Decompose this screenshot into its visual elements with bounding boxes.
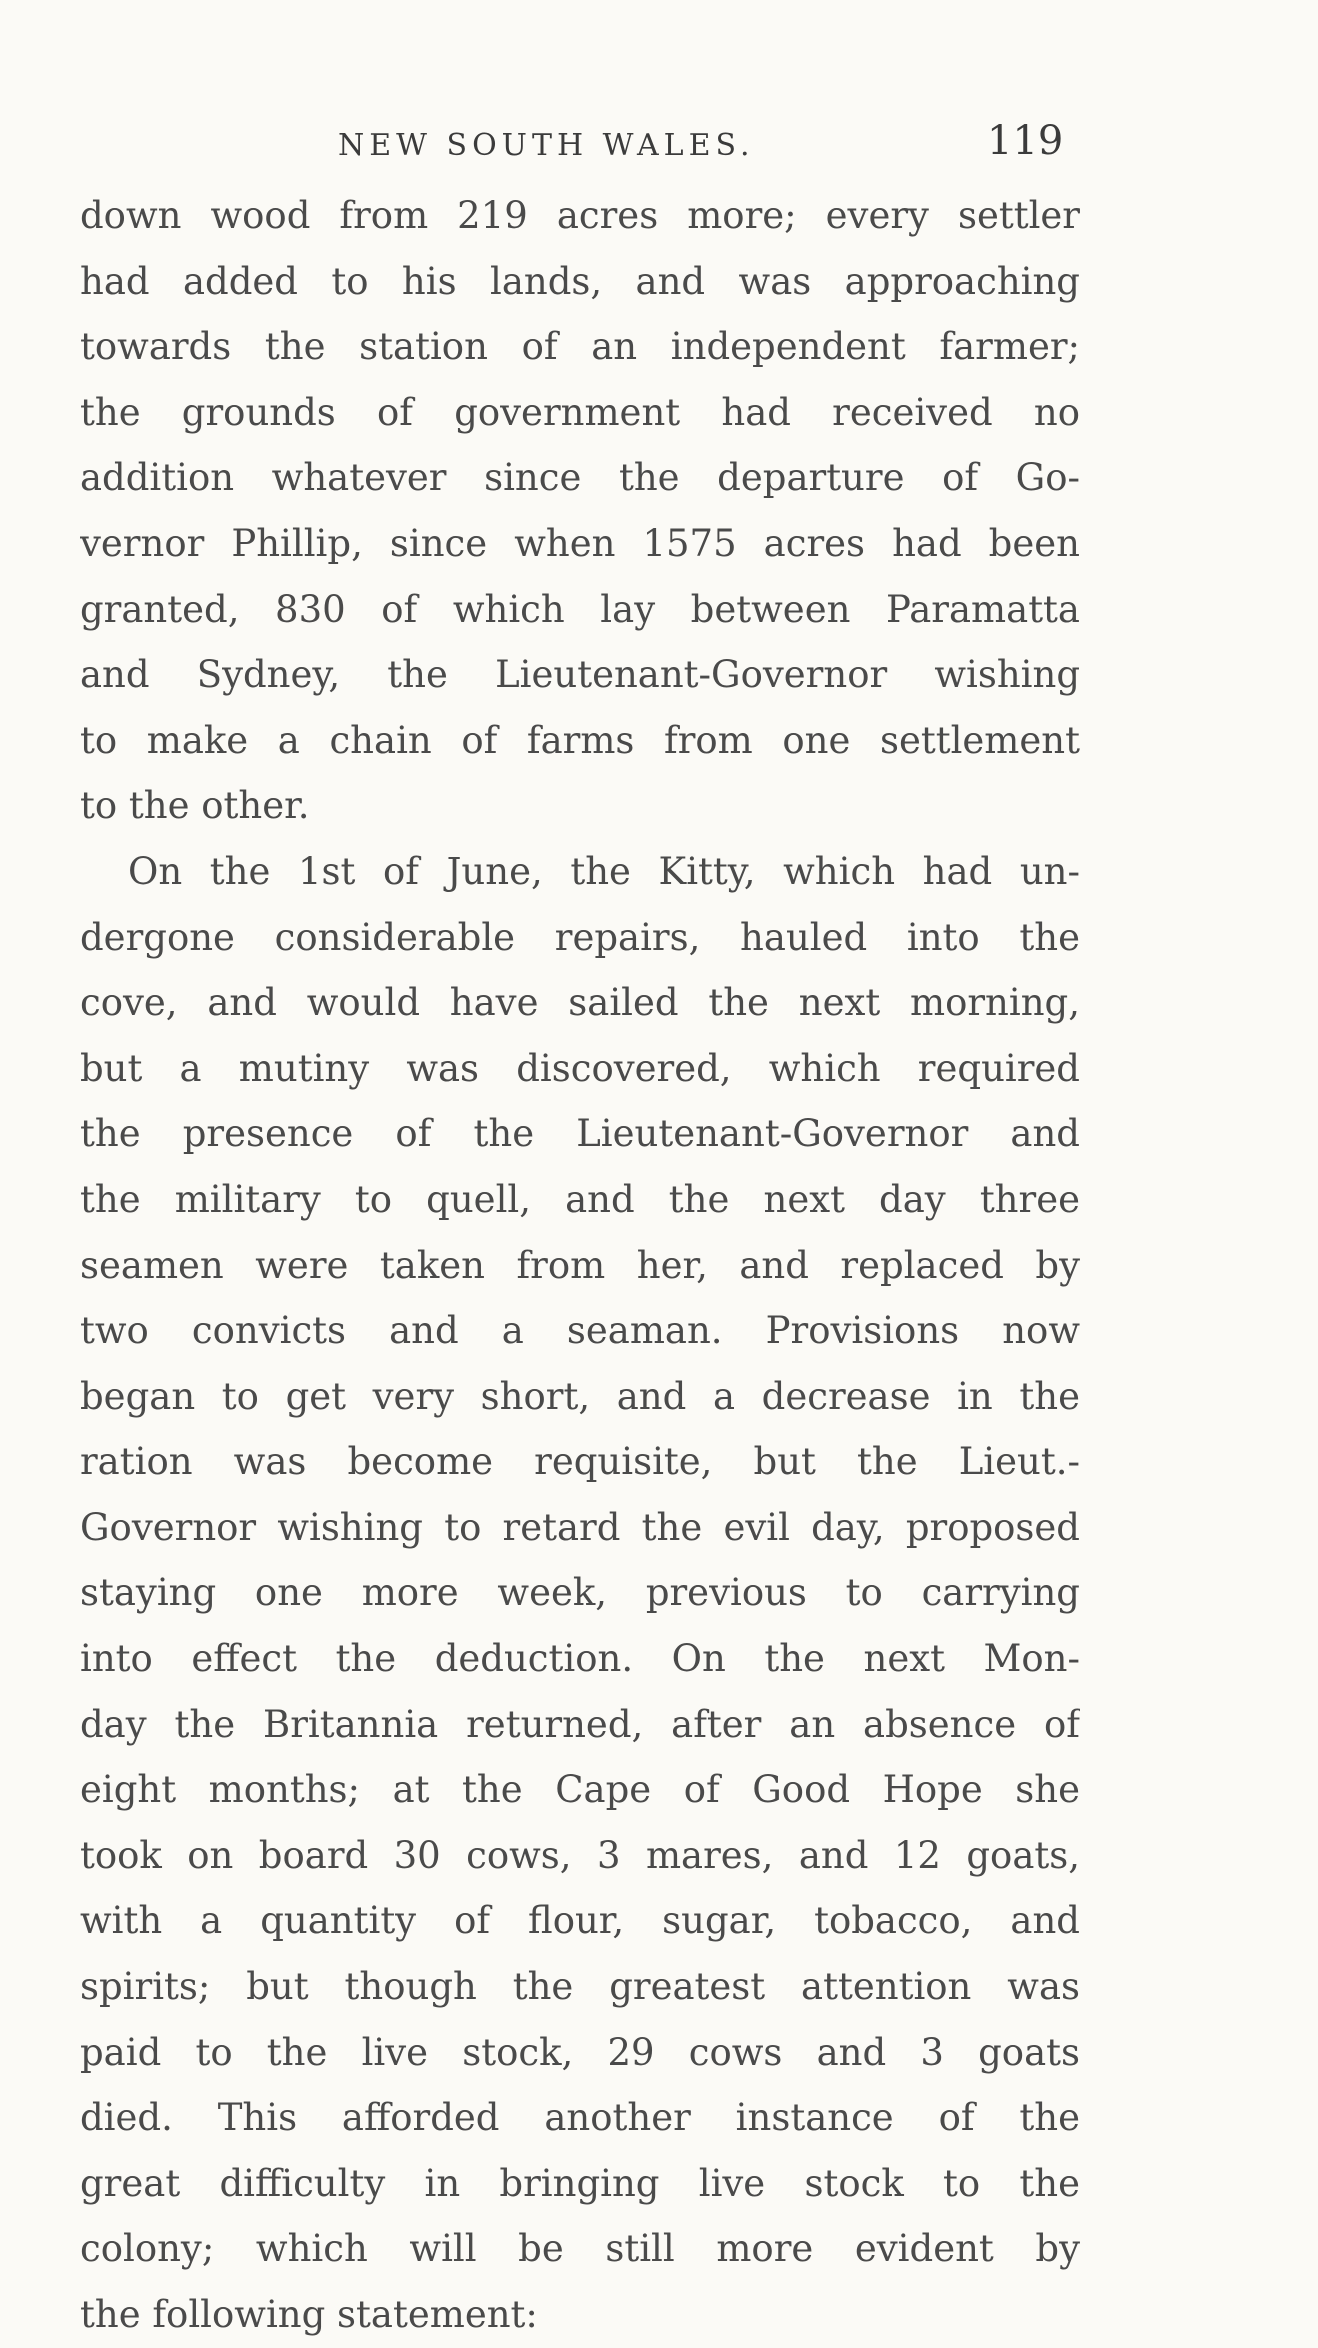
text-line: vernor Phillip, since when 1575 acres had been (80, 521, 1080, 565)
text-line: the grounds of government had received no (80, 390, 1080, 434)
text-line: cove, and would have sailed the next morning, (80, 981, 1080, 1025)
text-line: addition whatever since the departure of Go- (80, 456, 1080, 500)
text-line: into effect the deduction. On the next Mon- (80, 1637, 1080, 1681)
text-line: the military to quell, and the next day three (80, 1177, 1080, 1221)
text-line: dergone considerable repairs, hauled into the (80, 915, 1080, 959)
text-line: had added to his lands, and was approaching (80, 259, 1080, 303)
text-line: the presence of the Lieutenant-Governor and (80, 1112, 1080, 1156)
text-line: down wood from 219 acres more; every settler (80, 194, 1080, 237)
text-line: and Sydney, the Lieutenant-Governor wishing (80, 653, 1080, 697)
text-line: colony; which will be still more evident by (80, 2227, 1080, 2271)
text-line: Governor wishing to retard the evil day, proposed (80, 1505, 1080, 1549)
text-line: spirits; but though the greatest attention was (80, 1965, 1080, 2009)
running-head: NEW SOUTH WALES. (338, 128, 755, 163)
text-line: great difficulty in bringing live stock to the (80, 2161, 1080, 2205)
text-line: with a quantity of flour, sugar, tobacco, and (80, 1899, 1080, 1943)
text-line: seamen were taken from her, and replaced by (80, 1243, 1080, 1287)
text-line: to make a chain of farms from one settlement (80, 718, 1080, 762)
paragraph-start-line: On the 1st of June, the Kitty, which had un- (128, 849, 1080, 893)
text-line: but a mutiny was discovered, which required (80, 1046, 1080, 1090)
text-line: died. This afforded another instance of the (80, 2096, 1080, 2140)
text-line: two convicts and a seaman. Provisions now (80, 1309, 1080, 1353)
paragraph-end-line: the following statement: (80, 2293, 538, 2336)
body-text (80, 183, 1080, 2348)
text-line: granted, 830 of which lay between Paramatta (80, 587, 1080, 631)
text-line: paid to the live stock, 29 cows and 3 goats (80, 2030, 1080, 2074)
paragraph-end-line: to the other. (80, 784, 310, 828)
text-line: took on board 30 cows, 3 mares, and 12 goats, (80, 1833, 1080, 1877)
text-line: eight months; at the Cape of Good Hope she (80, 1768, 1080, 1812)
text-line: ration was become requisite, but the Lieut.- (80, 1440, 1080, 1484)
page-number: 119 (987, 118, 1064, 164)
text-line: day the Britannia returned, after an absence of (80, 1702, 1080, 1746)
text-line: began to get very short, and a decrease in the (80, 1374, 1080, 1418)
text-line: staying one more week, previous to carrying (80, 1571, 1080, 1615)
text-line: towards the station of an independent farmer; (80, 325, 1080, 369)
